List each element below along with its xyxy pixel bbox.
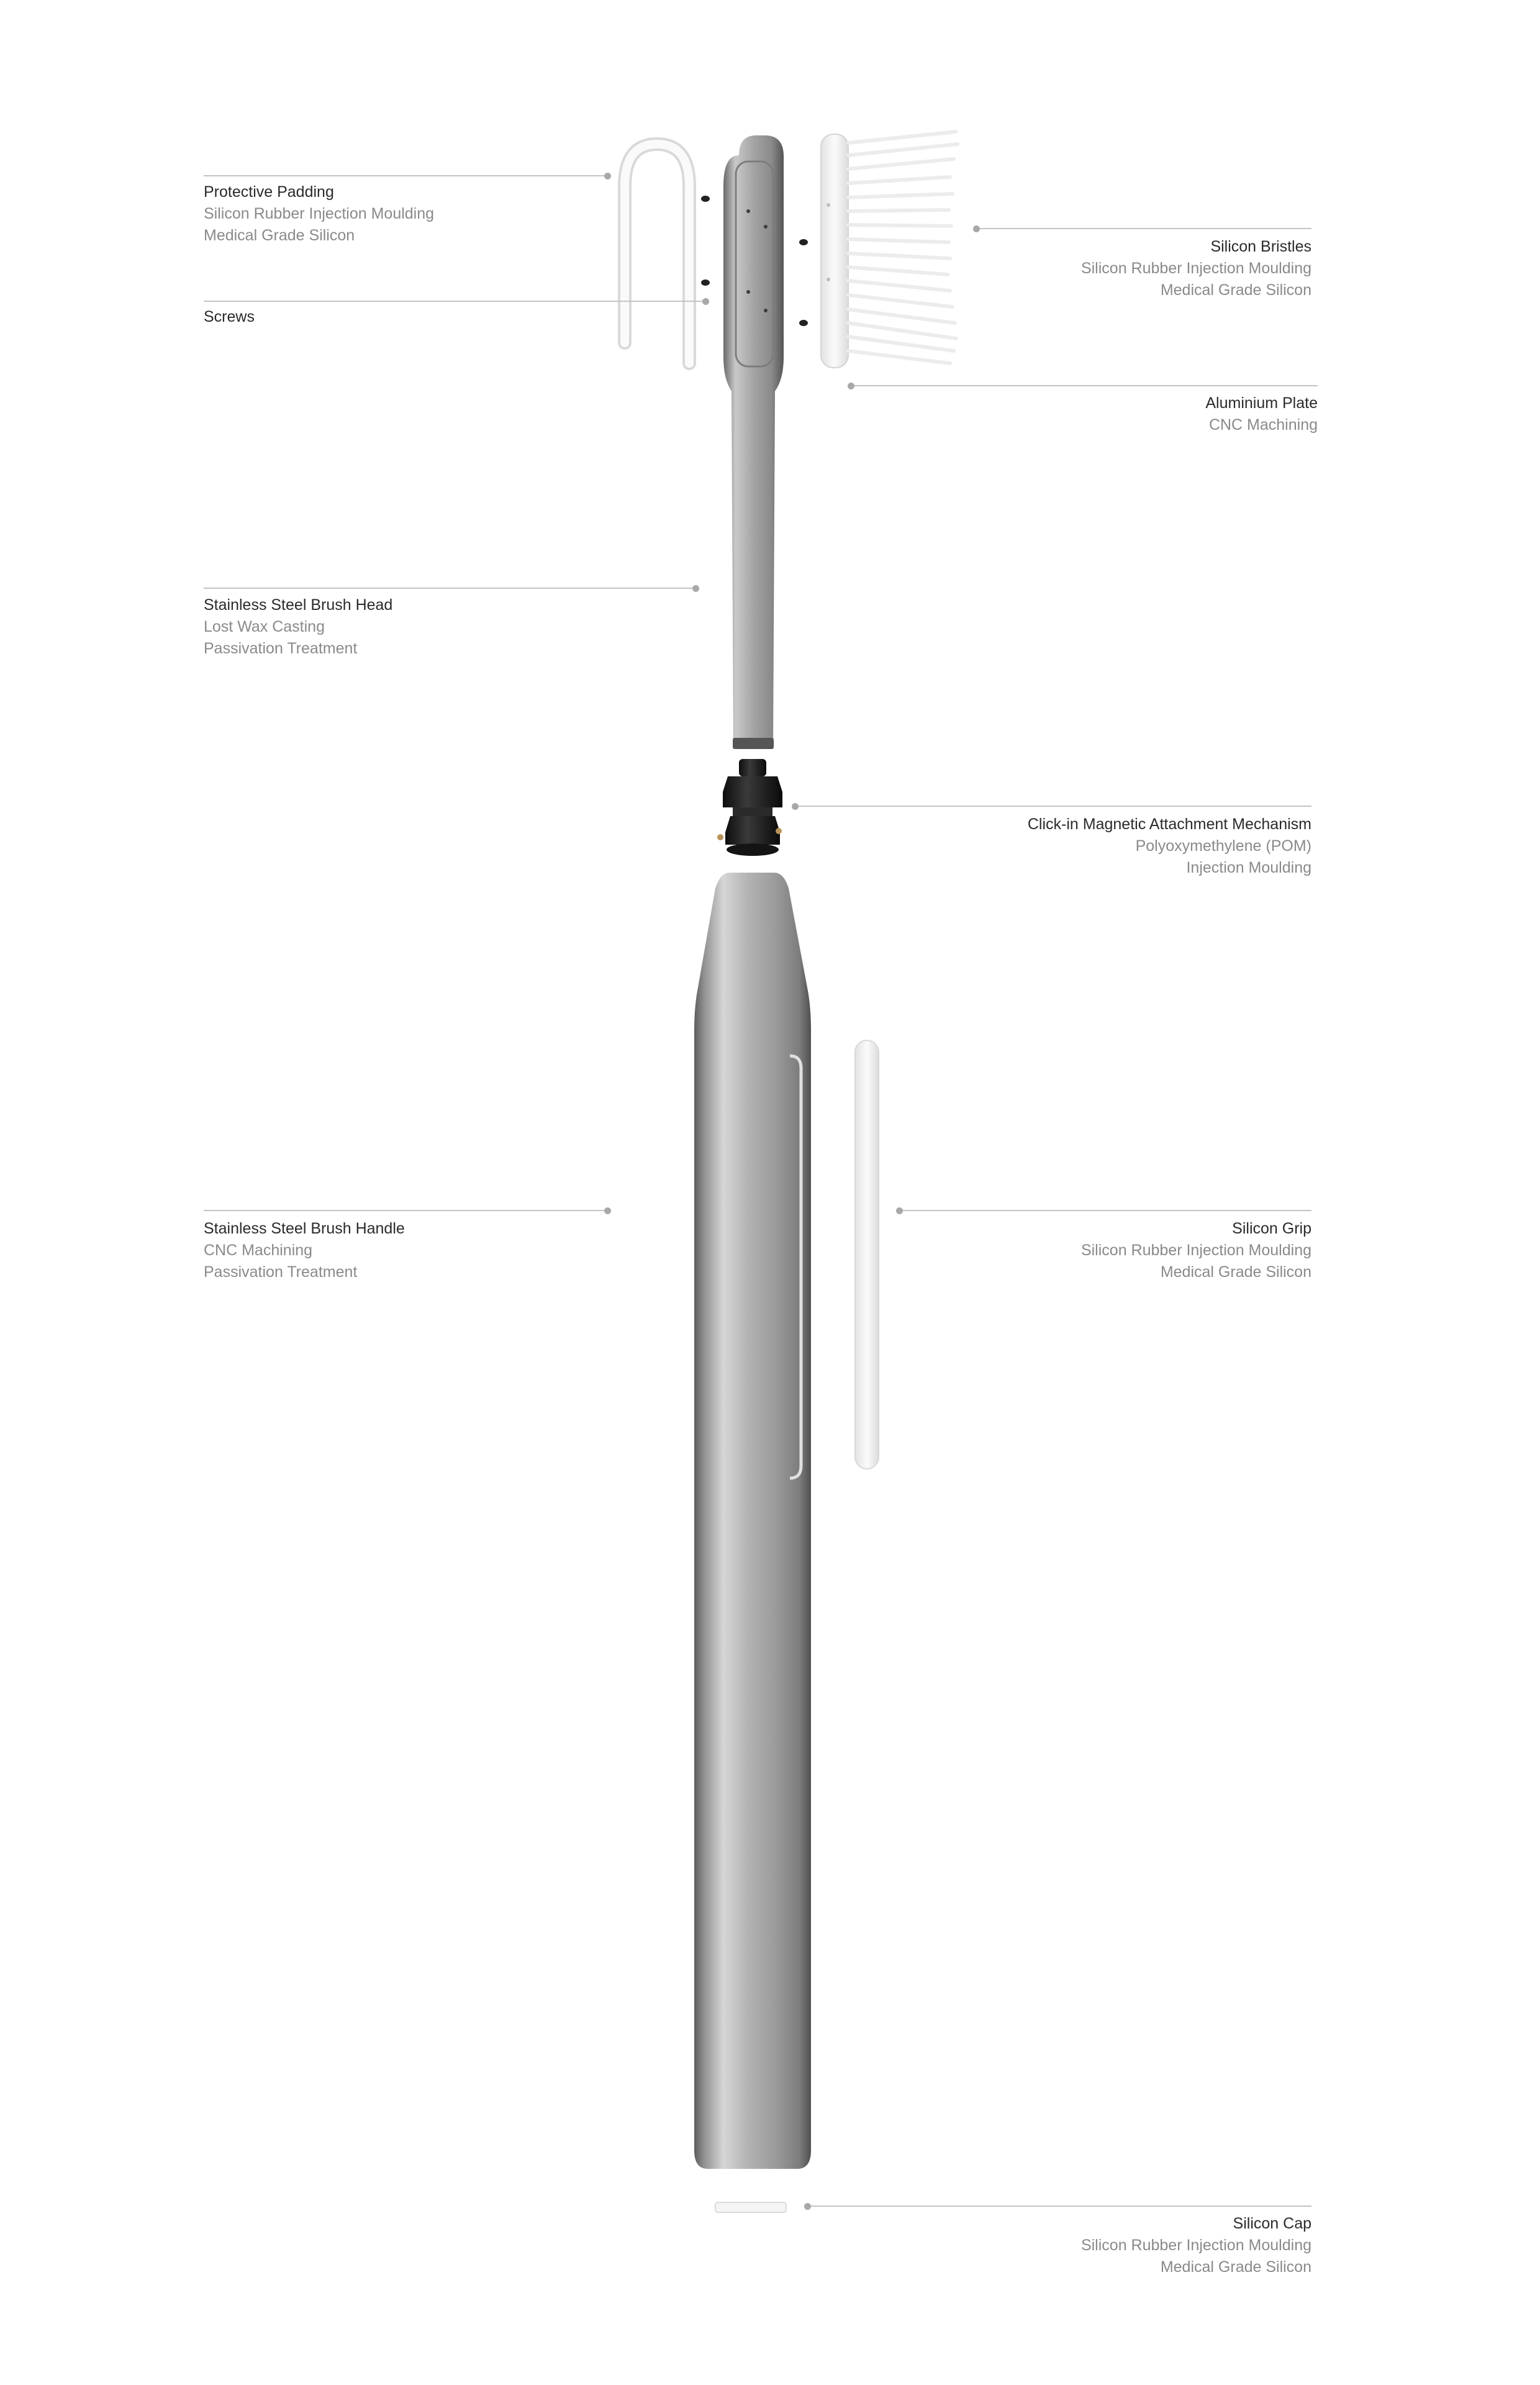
leader-screws	[204, 301, 705, 302]
brush-head-part	[723, 135, 784, 749]
leader-protective-padding	[204, 175, 607, 176]
leader-silicon-grip	[899, 1210, 1311, 1211]
leader-attachment	[795, 806, 1311, 807]
label-line: CNC Machining	[1208, 416, 1318, 434]
brush-handle-part	[694, 873, 811, 2169]
label-attachment	[1028, 814, 1311, 879]
leader-brush-handle	[204, 1210, 607, 1211]
label-line: Medical Grade Silicon	[204, 227, 355, 244]
label-title: Silicon Bristles	[1210, 238, 1311, 255]
leader-dot-aluminium-plate	[848, 383, 854, 389]
leader-dot-protective-padding	[604, 173, 611, 179]
leader-silicon-bristles	[976, 228, 1311, 229]
leader-dot-screws	[702, 298, 709, 305]
leader-dot-silicon-grip	[896, 1207, 903, 1214]
label-title: Silicon Grip	[1232, 1220, 1311, 1237]
silicon-grip-part	[855, 1040, 879, 1469]
attachment-mechanism-part	[717, 759, 782, 856]
leader-dot-brush-head	[692, 585, 699, 592]
protective-padding-part	[625, 144, 689, 363]
label-line: CNC Machining	[204, 1242, 313, 1259]
label-title: Protective Padding	[204, 183, 334, 201]
label-line: Silicon Rubber Injection Moulding	[1080, 260, 1311, 277]
label-title: Aluminium Plate	[1205, 394, 1318, 412]
label-silicon-cap	[1081, 2213, 1311, 2278]
label-title: Silicon Cap	[1233, 2215, 1311, 2232]
label-aluminium-plate	[1205, 393, 1318, 436]
label-line: Medical Grade Silicon	[1160, 1263, 1311, 1281]
label-brush-handle	[204, 1218, 405, 1283]
label-line: Medical Grade Silicon	[1160, 281, 1311, 299]
label-line: Passivation Treatment	[204, 640, 358, 657]
leader-silicon-cap	[807, 2206, 1311, 2207]
label-silicon-bristles	[1081, 236, 1311, 301]
leader-dot-attachment	[792, 803, 799, 810]
label-screws	[204, 306, 255, 328]
leader-dot-brush-handle	[604, 1207, 611, 1214]
leader-dot-silicon-cap	[804, 2203, 811, 2210]
aluminium-plate-part	[821, 134, 848, 368]
leader-dot-silicon-bristles	[973, 225, 980, 232]
label-title: Stainless Steel Brush Handle	[204, 1220, 405, 1237]
label-line: Polyoxymethylene (POM)	[1135, 837, 1311, 855]
leader-aluminium-plate	[851, 385, 1318, 386]
label-line: Silicon Rubber Injection Moulding	[1080, 1242, 1311, 1259]
label-line: Lost Wax Casting	[204, 618, 325, 635]
label-protective-padding	[204, 181, 434, 247]
label-title: Click-in Magnetic Attachment Mechanism	[1027, 815, 1311, 833]
label-line: Silicon Rubber Injection Moulding	[1080, 2237, 1311, 2254]
label-line: Passivation Treatment	[204, 1263, 358, 1281]
label-line: Injection Moulding	[1186, 859, 1311, 876]
silicon-cap-part	[715, 2202, 786, 2212]
leader-brush-head	[204, 588, 695, 589]
label-brush-head	[204, 594, 392, 660]
label-silicon-grip	[1081, 1218, 1311, 1283]
label-title: Screws	[204, 308, 255, 325]
label-line: Silicon Rubber Injection Moulding	[204, 205, 435, 222]
label-title: Stainless Steel Brush Head	[204, 596, 393, 614]
silicon-bristles-part	[848, 132, 958, 363]
label-line: Medical Grade Silicon	[1160, 2258, 1311, 2276]
